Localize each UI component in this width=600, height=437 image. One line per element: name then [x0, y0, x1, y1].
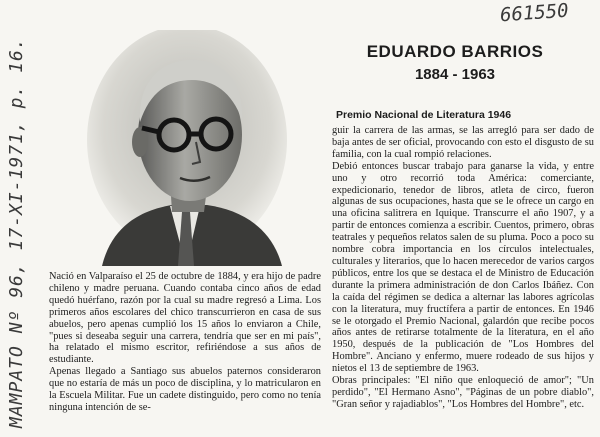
- portrait-ear: [132, 127, 148, 157]
- handwritten-archive-number: 661550: [499, 0, 570, 27]
- paragraph-career: Debió entonces buscar trabajo para ganarse la vida, y entre uno y otro recorrió toda América: comerciante, expedicionario, tenedor de libros, atleta de circo, fueron algunas de sus ocupaciones, hasta que se le ofrece un cargo en una oficina salitrera en Iquique. Transcurre el año 1907, y a partir de entonces comienza a escribir. Cuentos, primero, obras teatrales y pequeños relatos salen de su pluma. Poco a poco su nombre cobra importancia en los círculos intelectuales, culturales y literarios, que lo hacen merecedor de varios cargos públicos, entre los que se destaca el de Ministro de Educación durante la primera administración de don Carlos Ibáñez. Con la caída del régimen se dedica a alternar las labores agrícolas con la literatura, muy fructífera a partir de entonces. En 1946 se le otorgado el Premio Nacional, galardón que recibe pocos años antes de retirarse totalmente de la literatura, en el año 1950, después de la publicación de "Los Hombres del Hombre". Anciano y enfermo, muere rodeado de sus hijos y nietos el 13 de septiembre de 1963.: [332, 160, 594, 375]
- paragraph-leaves-army: guir la carrera de las armas, se las arregló para ser dado de baja antes de ser oficial, provocando con esto el disgusto de su familia, con la cual rompió relaciones.: [332, 125, 594, 160]
- article-column-left: [49, 271, 321, 414]
- author-portrait: [82, 30, 292, 266]
- paragraph-works: Obras principales: "El niño que enloqueció de amor"; "Un perdido", "El Hermano Asno", "Páginas de un pobre diablo", "Gran señor y rajadiablos", "Los Hombres del Hombre", etc.: [332, 375, 594, 410]
- prize-line: Premio Nacional de Literatura 1946: [336, 109, 512, 121]
- author-name: EDUARDO BARRIOS: [366, 42, 544, 61]
- handwritten-source-note: MAMPATO Nº 96, 17-XI-1971, p. 16.: [6, 37, 27, 428]
- paragraph-birth: Nació en Valparaíso el 25 de octubre de 1884, y era hijo de padre chileno y madre peruana. Cuando contaba cinco años de edad quedó huérfano, razón por la cual su madre regresó a Lima. Los primeros años escolares del chico transcurrieron en casa de sus abuelos, pero apenas cumplió los 15 años lo enviaron a Chile, "pues si deseaba seguir una carrera, tendría que ser en mi país", ha relatado el mismo escritor, refiriéndose a sus años de estudiante.: [49, 271, 321, 366]
- article-column-right: [332, 125, 594, 411]
- paragraph-military: Apenas llegado a Santiago sus abuelos paternos consideraron que no estaría de más un poco de disciplina, y lo matricularon en la Escuela Militar. Fue un cadete distinguido, pero como no tenía ninguna intención de se-: [49, 366, 321, 413]
- article-header: [330, 40, 580, 121]
- author-years: 1884 - 1963: [414, 66, 496, 83]
